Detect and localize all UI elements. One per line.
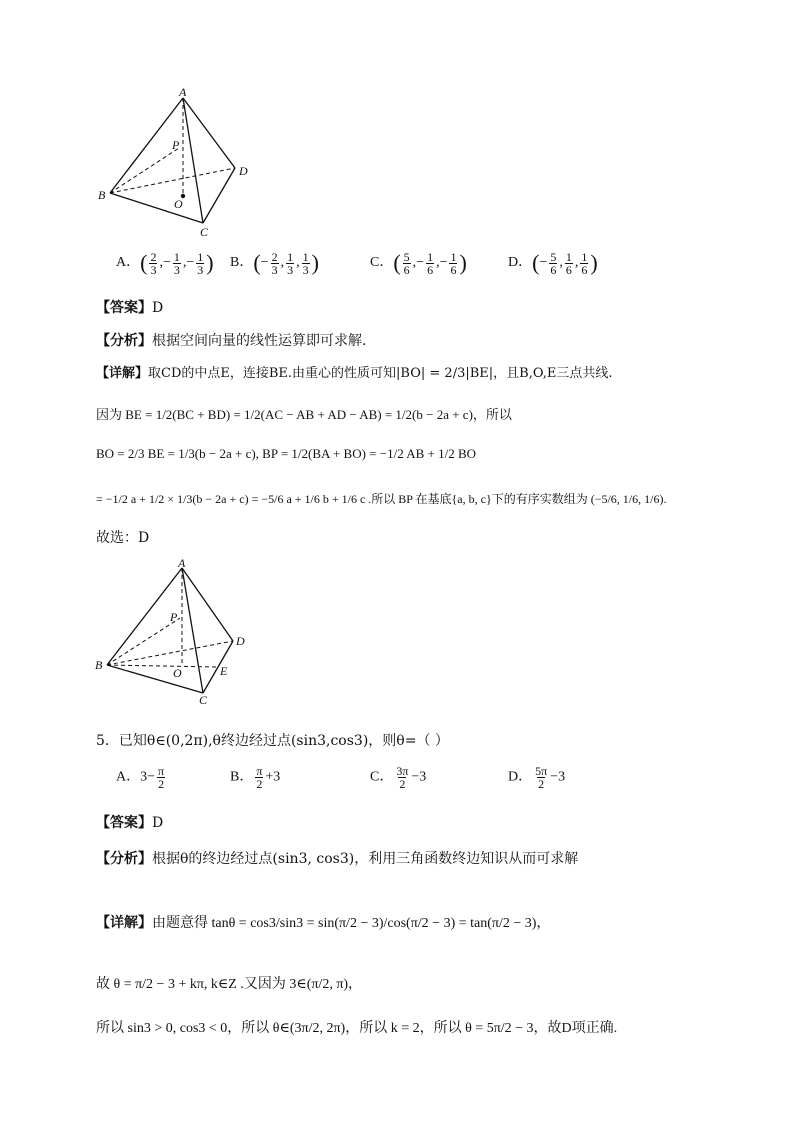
label-C: C <box>199 693 208 705</box>
label-D: D <box>239 164 248 178</box>
label-P: P <box>170 610 178 624</box>
label-O: O <box>173 666 182 680</box>
label-E: E <box>220 664 228 678</box>
q4-analysis: 【分析】根据空间向量的线性运算即可求解. <box>96 333 367 349</box>
q4-option-c: C．( $\frac{5}{6}$ ,− $\frac{1}{6}$ ,− $\frac{1}{6}$ ) <box>370 249 467 277</box>
q4-answer: 【答案】D <box>96 300 164 316</box>
q4-detail-line2: 因为 BE = 1/2(BC + BD) = 1/2(AC − AB + AD − AB) = 1/2(b − 2a + c)，所以 <box>96 407 512 422</box>
label-O: O <box>174 197 183 211</box>
label-P: P <box>172 138 180 152</box>
label-B: B <box>95 658 103 672</box>
label-A: A <box>179 85 187 99</box>
q4-detail-line4: = −1/2 a + 1/2 × 1/3(b − 2a + c) = −5/6 a + 1/6 b + 1/6 c .所以 BP 在基底{a, b, c}下的有序实数组为 (−5/6, 1/6, 1/6). <box>96 492 667 506</box>
q5-option-c: C． $\frac{3\pi}{2}$ −3 <box>370 764 427 791</box>
label-B: B <box>98 188 106 202</box>
q5-option-d: D． $\frac{5\pi}{2}$ −3 <box>508 764 566 791</box>
tetrahedron-figure-2 <box>85 555 265 705</box>
q4-detail-line3: BO = 2/3 BE = 1/3(b − 2a + c), BP = 1/2(BA + BO) = −1/2 AB + 1/2 BO <box>96 446 477 461</box>
q5-analysis: 【分析】根据θ的终边经过点(sin3, cos3)，利用三角函数终边知识从而可求解 <box>96 851 579 867</box>
q5-option-b: B． $\frac{\pi}{2}$ +3 <box>230 764 281 791</box>
tetrahedron-figure-1 <box>90 85 270 240</box>
q5-answer: 【答案】D <box>96 815 164 831</box>
label-C: C <box>200 225 209 239</box>
q4-option-d: D．(− $\frac{5}{6}$ , $\frac{1}{6}$ , $\frac{1}{6}$ ) <box>508 249 598 277</box>
label-A: A <box>178 556 186 570</box>
q4-detail-line1: 【详解】取CD的中点E，连接BE.由重心的性质可知|BO| = 2/3|BE|，且B,O,E三点共线. <box>96 366 613 381</box>
q4-conclusion: 故选：D <box>96 530 150 546</box>
q5-detail-line2: 故 θ = π/2 − 3 + kπ, k∈Z .又因为 3∈(π/2, π)， <box>96 977 363 992</box>
q5-detail-line1: 【详解】由题意得 tanθ = cos3/sin3 = sin(π/2 − 3)/cos(π/2 − 3) = tan(π/2 − 3)， <box>96 915 551 931</box>
q4-option-b: B．(− $\frac{2}{3}$ , $\frac{1}{3}$ , $\frac{1}{3}$ ) <box>230 249 319 277</box>
q5-stem: 5．已知θ∈(0,2π),θ终边经过点(sin3,cos3)，则θ=（ ） <box>96 733 449 749</box>
q4-option-a: A．( $\frac{2}{3}$ ,− $\frac{1}{3}$ ,− $\frac{1}{3}$ ) <box>116 249 214 277</box>
q5-option-a: A．3− $\frac{\pi}{2}$ <box>116 764 165 791</box>
label-D: D <box>236 634 245 648</box>
q5-detail-line3: 所以 sin3 > 0, cos3 < 0，所以 θ∈(3π/2, 2π)，所以 k = 2，所以 θ = 5π/2 − 3，故D项正确. <box>96 1021 618 1036</box>
